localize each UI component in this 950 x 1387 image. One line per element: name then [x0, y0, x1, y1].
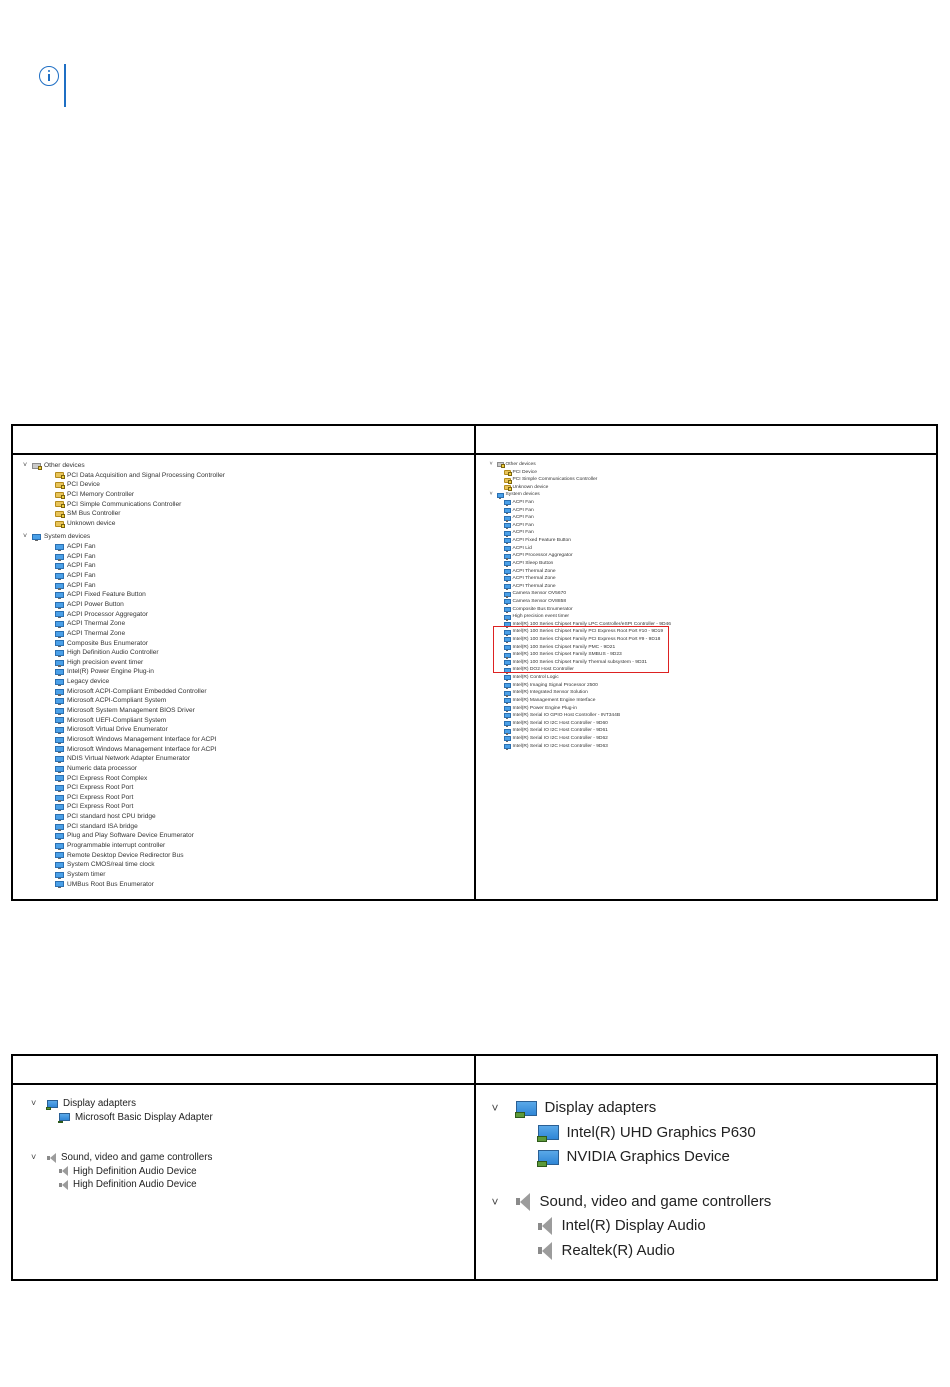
tree-item-label: ACPI Fan	[512, 500, 534, 506]
warning-device-icon	[504, 478, 511, 483]
system-device-icon	[504, 607, 511, 612]
display-adapter-icon	[59, 1113, 70, 1121]
tree-item[interactable]	[482, 575, 937, 583]
warning-device-icon	[55, 482, 64, 488]
tree-group-other-devices[interactable]	[23, 461, 474, 471]
tree-item[interactable]	[23, 831, 474, 841]
tree-item-label: Intel(R) Control Logic	[512, 675, 559, 681]
tree-item[interactable]	[482, 529, 937, 537]
computer-icon	[497, 493, 504, 498]
tree-item-label: ACPI Thermal Zone	[512, 568, 556, 574]
chevron-down-icon[interactable]: ˅	[31, 1098, 37, 1108]
chevron-down-icon[interactable]: ˅	[491, 1194, 499, 1209]
tree-item[interactable]	[492, 1214, 937, 1239]
system-device-icon	[504, 721, 511, 726]
tree-item-label: Intel(R) Serial IO I2C Host Controller - 9D60	[512, 720, 608, 726]
system-device-icon	[55, 804, 64, 810]
system-device-icon	[55, 795, 64, 801]
device-tree-before	[13, 455, 474, 889]
tree-item[interactable]	[23, 581, 474, 591]
tree-item-label: Microsoft ACPI-Compliant Embedded Controller	[67, 687, 207, 695]
tree-item[interactable]	[482, 560, 937, 568]
tree-item-label: System devices	[44, 533, 91, 541]
tree-item-label: ACPI Fixed Feature Button	[67, 591, 146, 599]
system-device-icon	[504, 569, 511, 574]
table2-cell-right	[475, 1084, 938, 1280]
tree-item[interactable]	[23, 552, 474, 562]
tree-item[interactable]	[23, 764, 474, 774]
system-device-icon	[504, 698, 511, 703]
tree-item[interactable]	[482, 712, 937, 720]
system-device-icon	[55, 708, 64, 714]
system-device-icon	[55, 640, 64, 646]
tree-item-label: PCI Express Root Port	[67, 784, 134, 792]
tree-item-label: Microsoft System Management BIOS Driver	[67, 707, 195, 715]
tree-item[interactable]	[482, 606, 937, 614]
tree-item[interactable]	[23, 600, 474, 610]
tree-item-label: Intel(R) Serial IO I2C Host Controller - 9D61	[512, 728, 608, 734]
tree-item[interactable]	[482, 499, 937, 507]
tree-item[interactable]	[23, 519, 474, 529]
tree-item[interactable]	[23, 500, 474, 510]
tree-group-other-devices[interactable]	[482, 461, 937, 469]
system-device-icon	[55, 824, 64, 830]
system-device-icon	[504, 554, 511, 559]
tree-item[interactable]	[23, 619, 474, 629]
tree-item-label: ACPI Fan	[512, 530, 534, 536]
tree-item-label: Intel(R) Serial IO I2C Host Controller - 9D62	[512, 735, 608, 741]
tree-item-label: System devices	[505, 492, 540, 498]
system-device-icon	[55, 554, 64, 560]
tree-item-label: PCI standard ISA bridge	[67, 822, 138, 830]
tree-item[interactable]	[492, 1145, 937, 1170]
system-device-icon	[504, 683, 511, 688]
system-device-icon	[55, 833, 64, 839]
system-device-icon	[55, 698, 64, 704]
system-device-icon	[55, 756, 64, 762]
tree-item[interactable]	[482, 705, 937, 713]
tree-item-label: Legacy device	[67, 678, 110, 686]
tree-item[interactable]	[492, 1121, 937, 1146]
table2-cell-left	[12, 1084, 475, 1280]
tree-item-label: Microsoft Virtual Drive Enumerator	[67, 726, 168, 734]
tree-item-label: System timer	[67, 870, 106, 878]
device-tree-after	[476, 455, 937, 750]
warning-device-icon	[55, 521, 64, 527]
system-device-icon	[55, 775, 64, 781]
tree-item[interactable]	[23, 841, 474, 851]
tree-item-label: Camera Sensor OV8858	[512, 598, 567, 604]
tree-group-sound[interactable]	[492, 1190, 937, 1215]
system-device-icon	[55, 669, 64, 675]
tree-item-label: ACPI Fan	[67, 562, 96, 570]
tree-item[interactable]	[482, 583, 937, 591]
system-device-icon	[504, 744, 511, 749]
tree-item-label: ACPI Fan	[512, 515, 534, 521]
computer-icon	[32, 534, 41, 540]
tree-item-label: ACPI Sleep Button	[512, 560, 554, 566]
tree-item[interactable]	[23, 802, 474, 812]
tree-item[interactable]	[482, 743, 937, 751]
tree-item[interactable]	[482, 720, 937, 728]
table2-header-right	[475, 1055, 938, 1084]
tree-item-label: PCI Express Root Port	[67, 793, 134, 801]
tree-item[interactable]	[23, 471, 474, 481]
tree-item-label: High Definition Audio Device	[73, 1179, 197, 1190]
tree-item[interactable]	[23, 571, 474, 581]
tree-item-label: Intel(R) 100 Series Chipset Family LPC Controller/eSPI Controller - 9D46	[512, 621, 671, 627]
system-device-icon	[55, 843, 64, 849]
system-device-icon	[55, 621, 64, 627]
tree-item-label: ACPI Fan	[67, 552, 96, 560]
tree-item-label: Intel(R) Serial IO I2C Host Controller - 9D63	[512, 743, 608, 749]
table1-header-right	[475, 425, 938, 454]
tree-item-label: Intel(R) Integrated Sensor Solution	[512, 690, 588, 696]
tree-item[interactable]	[23, 822, 474, 832]
system-device-icon	[55, 872, 64, 878]
warning-device-icon	[55, 501, 64, 507]
chevron-down-icon[interactable]: ˅	[489, 461, 493, 467]
tree-item-label: Composite Bus Enumerator	[512, 606, 573, 612]
tree-item[interactable]	[482, 674, 937, 682]
warning-device-icon	[55, 511, 64, 517]
tree-item-label: System CMOS/real time clock	[67, 861, 155, 869]
tree-item-label: Intel(R) Power Engine Plug-in	[67, 668, 154, 676]
warning-device-icon	[504, 485, 511, 490]
tree-item[interactable]	[23, 716, 474, 726]
tree-item[interactable]	[482, 507, 937, 515]
tree-item-label: High precision event timer	[67, 658, 144, 666]
tree-item-label: Intel(R) Serial IO GPIO Host Controller - INT344B	[512, 713, 621, 719]
tree-item-label: ACPI Thermal Zone	[512, 583, 556, 589]
tree-item-label: Microsoft Windows Management Interface for ACPI	[67, 745, 217, 753]
system-device-icon	[55, 602, 64, 608]
tree-item-label: Camera Sensor OV5670	[512, 591, 567, 597]
tree-item-label: ACPI Lid	[512, 545, 532, 551]
tree-item-label: ACPI Fan	[67, 572, 96, 580]
system-device-icon	[55, 766, 64, 772]
tree-item-label: ACPI Processor Aggregator	[67, 610, 148, 618]
tree-item[interactable]	[23, 880, 474, 890]
speaker-icon	[59, 1166, 68, 1176]
chevron-down-icon[interactable]: ˅	[491, 1101, 499, 1115]
tree-item[interactable]	[23, 561, 474, 571]
display-adapter-icon	[538, 1150, 559, 1165]
highlight-box	[493, 626, 669, 673]
tree-item-label: Display adapters	[544, 1099, 657, 1116]
tree-item[interactable]	[23, 870, 474, 880]
tree-item-label: ACPI Thermal Zone	[67, 629, 126, 637]
device-comparison-table-2	[11, 1054, 938, 1281]
tree-group-display[interactable]	[492, 1096, 937, 1121]
table1-cell-left	[12, 454, 475, 900]
tree-item[interactable]	[23, 590, 474, 600]
speaker-icon	[59, 1180, 68, 1190]
tree-item-label: Microsoft Basic Display Adapter	[75, 1111, 213, 1123]
system-device-icon	[504, 561, 511, 566]
tree-item-label: UMBus Root Bus Enumerator	[67, 880, 154, 888]
tree-item-label: ACPI Processor Aggregator	[512, 553, 573, 559]
tree-item[interactable]	[23, 696, 474, 706]
tree-item-label: Numeric data processor	[67, 764, 137, 772]
table1-cell-right	[475, 454, 938, 900]
display-sound-tree-before	[13, 1085, 474, 1192]
tree-item-label: Sound, video and game controllers	[539, 1192, 772, 1210]
tree-item[interactable]	[23, 490, 474, 500]
tree-item-label: PCI Simple Communications Controller	[67, 500, 182, 508]
tree-item-label: Microsoft UEFI-Compliant System	[67, 716, 167, 724]
tree-item-label: ACPI Fan	[67, 581, 96, 589]
speaker-icon	[538, 1217, 552, 1235]
system-device-icon	[55, 583, 64, 589]
tree-item-label: Intel(R) Power Engine Plug-in	[512, 705, 577, 711]
tree-group-system-devices[interactable]	[23, 532, 474, 542]
system-device-icon	[55, 852, 64, 858]
tree-item[interactable]	[23, 677, 474, 687]
tree-item-label: High Definition Audio Device	[73, 1165, 197, 1177]
system-device-icon	[504, 592, 511, 597]
system-device-icon	[504, 508, 511, 513]
tree-item-label: Unknown device	[67, 519, 116, 527]
system-device-icon	[504, 675, 511, 680]
system-device-icon	[504, 584, 511, 589]
tree-item-label: Intel(R) DO2 Host Controller	[512, 667, 574, 673]
note-rule	[64, 64, 66, 107]
tree-item[interactable]	[482, 689, 937, 697]
tree-item-label: Composite Bus Enumerator	[67, 639, 148, 647]
warning-device-icon	[55, 472, 64, 478]
tree-item-label: Intel(R) 100 Series Chipset Family PCI Express Root Port #9 - 9D18	[512, 637, 661, 643]
tree-item[interactable]	[482, 552, 937, 560]
system-device-icon	[504, 538, 511, 543]
display-adapter-icon	[538, 1125, 559, 1140]
tree-group-sound[interactable]	[31, 1151, 474, 1165]
tree-item[interactable]	[23, 667, 474, 677]
system-device-icon	[55, 814, 64, 820]
system-device-icon	[504, 729, 511, 734]
unknown-device-folder-icon	[497, 462, 504, 467]
tree-item-label: Display adapters	[63, 1098, 136, 1109]
tree-item[interactable]	[482, 514, 937, 522]
tree-item-label: High precision event timer	[512, 614, 570, 620]
tree-item-label: NVIDIA Graphics Device	[566, 1148, 730, 1165]
system-device-icon	[55, 650, 64, 656]
table1-header-left	[12, 425, 475, 454]
tree-item[interactable]	[482, 590, 937, 598]
chevron-down-icon[interactable]: ˅	[489, 491, 493, 498]
tree-item[interactable]	[23, 687, 474, 697]
tree-item[interactable]	[23, 851, 474, 861]
tree-item-label: Intel(R) 100 Series Chipset Family PMC - 9D21	[512, 644, 616, 650]
tree-item-label: Programmable interrupt controller	[67, 841, 166, 849]
system-device-icon	[55, 737, 64, 743]
unknown-device-folder-icon	[32, 463, 41, 469]
tree-item[interactable]	[23, 754, 474, 764]
system-device-icon	[55, 727, 64, 733]
info-icon	[39, 66, 59, 86]
tree-group-system-devices[interactable]	[482, 491, 937, 499]
tree-group-display[interactable]	[31, 1097, 474, 1111]
speaker-icon	[538, 1242, 552, 1260]
system-device-icon	[504, 546, 511, 551]
system-device-icon	[504, 736, 511, 741]
tree-item[interactable]	[482, 697, 937, 705]
system-device-icon	[55, 679, 64, 685]
speaker-icon	[47, 1153, 56, 1163]
tree-item[interactable]	[23, 793, 474, 803]
system-device-icon	[504, 500, 511, 505]
display-sound-tree-after	[476, 1085, 937, 1263]
system-device-icon	[55, 573, 64, 579]
system-device-icon	[55, 746, 64, 752]
tree-item[interactable]	[492, 1239, 937, 1264]
tree-item-label: ACPI Fixed Feature Button	[512, 538, 571, 544]
tree-item-label: High Definition Audio Controller	[67, 649, 159, 657]
system-device-icon	[504, 599, 511, 604]
system-device-icon	[504, 523, 511, 528]
tree-item-label: Intel(R) 100 Series Chipset Family SMBUS - 9D23	[512, 652, 622, 658]
tree-item[interactable]	[23, 542, 474, 552]
tree-item[interactable]	[23, 658, 474, 668]
tree-item-label: NDIS Virtual Network Adapter Enumerator	[67, 755, 191, 763]
system-device-icon	[55, 717, 64, 723]
tree-item[interactable]	[482, 484, 937, 492]
tree-item[interactable]	[482, 476, 937, 484]
warning-device-icon	[55, 492, 64, 498]
tree-item-label: Intel(R) Management Engine Interface	[512, 697, 596, 703]
tree-item-label: Realtek(R) Audio	[561, 1241, 675, 1259]
system-device-icon	[504, 691, 511, 696]
system-device-icon	[504, 576, 511, 581]
tree-item-label: PCI Express Root Complex	[67, 774, 148, 782]
tree-item[interactable]	[23, 745, 474, 755]
tree-item-label: Intel(R) Display Audio	[561, 1217, 706, 1234]
tree-item-label: Intel(R) 100 Series Chipset Family Thermal subsystem - 9D31	[512, 659, 647, 665]
tree-item-label: Plug and Play Software Device Enumerator	[67, 832, 194, 840]
tree-item[interactable]	[482, 537, 937, 545]
tree-item[interactable]	[482, 727, 937, 735]
tree-item-label: Intel(R) Imaging Signal Processor 2500	[512, 682, 598, 688]
chevron-down-icon[interactable]: ˅	[23, 462, 28, 469]
tree-item[interactable]	[23, 725, 474, 735]
system-device-icon	[55, 592, 64, 598]
tree-item[interactable]	[23, 648, 474, 658]
tree-item-label: PCI Data Acquisition and Signal Processing Controller	[67, 471, 225, 479]
tree-item-label: PCI standard host CPU bridge	[67, 813, 156, 821]
tree-item-label: PCI Simple Communications Controller	[512, 477, 598, 483]
tree-item-label: Remote Desktop Device Redirector Bus	[67, 851, 184, 859]
tree-item[interactable]	[482, 598, 937, 606]
tree-item-label: ACPI Fan	[512, 507, 534, 513]
warning-device-icon	[504, 470, 511, 475]
tree-item-label: Microsoft ACPI-Compliant System	[67, 697, 167, 705]
tree-item[interactable]	[23, 509, 474, 519]
system-device-icon	[504, 713, 511, 718]
chevron-down-icon[interactable]: ˅	[31, 1152, 37, 1162]
tree-item[interactable]	[31, 1178, 474, 1192]
system-device-icon	[55, 881, 64, 887]
table2-header-left	[12, 1055, 475, 1084]
tree-item-label: ACPI Fan	[67, 543, 96, 551]
tree-item[interactable]	[31, 1165, 474, 1179]
tree-item-label: Sound, video and game controllers	[61, 1152, 213, 1163]
tree-item-label: Other devices	[505, 462, 536, 467]
tree-item[interactable]	[482, 735, 937, 743]
system-device-icon	[504, 706, 511, 711]
tree-item[interactable]	[23, 735, 474, 745]
tree-item-label: Unknown device	[512, 484, 549, 490]
system-device-icon	[55, 544, 64, 550]
tree-item[interactable]	[23, 812, 474, 822]
tree-item-label: Intel(R) UHD Graphics P630	[566, 1123, 756, 1141]
display-adapter-icon	[516, 1101, 537, 1116]
tree-item[interactable]	[23, 783, 474, 793]
tree-item[interactable]	[23, 706, 474, 716]
system-device-icon	[55, 660, 64, 666]
tree-item-label: ACPI Thermal Zone	[67, 620, 126, 628]
tree-item[interactable]	[482, 682, 937, 690]
tree-item-label: Intel(R) 100 Series Chipset Family PCI Express Root Port #10 - 9D19	[512, 629, 664, 635]
tree-item-label: PCI Device	[512, 469, 537, 475]
system-device-icon	[55, 785, 64, 791]
tree-item-label: PCI Express Root Port	[67, 803, 134, 811]
system-device-icon	[504, 531, 511, 536]
tree-item-label: PCI Device	[67, 481, 100, 489]
tree-item[interactable]	[23, 860, 474, 870]
tree-item-label: ACPI Thermal Zone	[512, 576, 556, 582]
system-device-icon	[504, 516, 511, 521]
tree-item[interactable]	[482, 545, 937, 553]
tree-item[interactable]	[482, 613, 937, 621]
speaker-icon	[516, 1193, 530, 1211]
system-device-icon	[55, 563, 64, 569]
tree-item[interactable]	[23, 639, 474, 649]
tree-item-label: PCI Memory Controller	[67, 490, 135, 498]
device-comparison-table-1	[11, 424, 938, 901]
system-device-icon	[55, 631, 64, 637]
tree-item-label: Other devices	[44, 462, 85, 469]
tree-item-label: SM Bus Controller	[67, 510, 121, 518]
display-adapter-icon	[47, 1100, 58, 1108]
tree-item[interactable]	[482, 522, 937, 530]
tree-item[interactable]	[23, 629, 474, 639]
tree-item-label: Microsoft Windows Management Interface for ACPI	[67, 735, 217, 743]
tree-item[interactable]	[23, 480, 474, 490]
tree-item[interactable]	[482, 568, 937, 576]
chevron-down-icon[interactable]: ˅	[23, 533, 28, 541]
system-device-icon	[55, 689, 64, 695]
tree-item[interactable]	[23, 610, 474, 620]
tree-item[interactable]	[23, 774, 474, 784]
tree-item[interactable]	[482, 469, 937, 477]
tree-item[interactable]	[31, 1111, 474, 1125]
tree-item-label: ACPI Fan	[512, 522, 534, 528]
system-device-icon	[55, 862, 64, 868]
tree-item-label: ACPI Power Button	[67, 600, 124, 608]
system-device-icon	[504, 615, 511, 620]
system-device-icon	[55, 611, 64, 617]
